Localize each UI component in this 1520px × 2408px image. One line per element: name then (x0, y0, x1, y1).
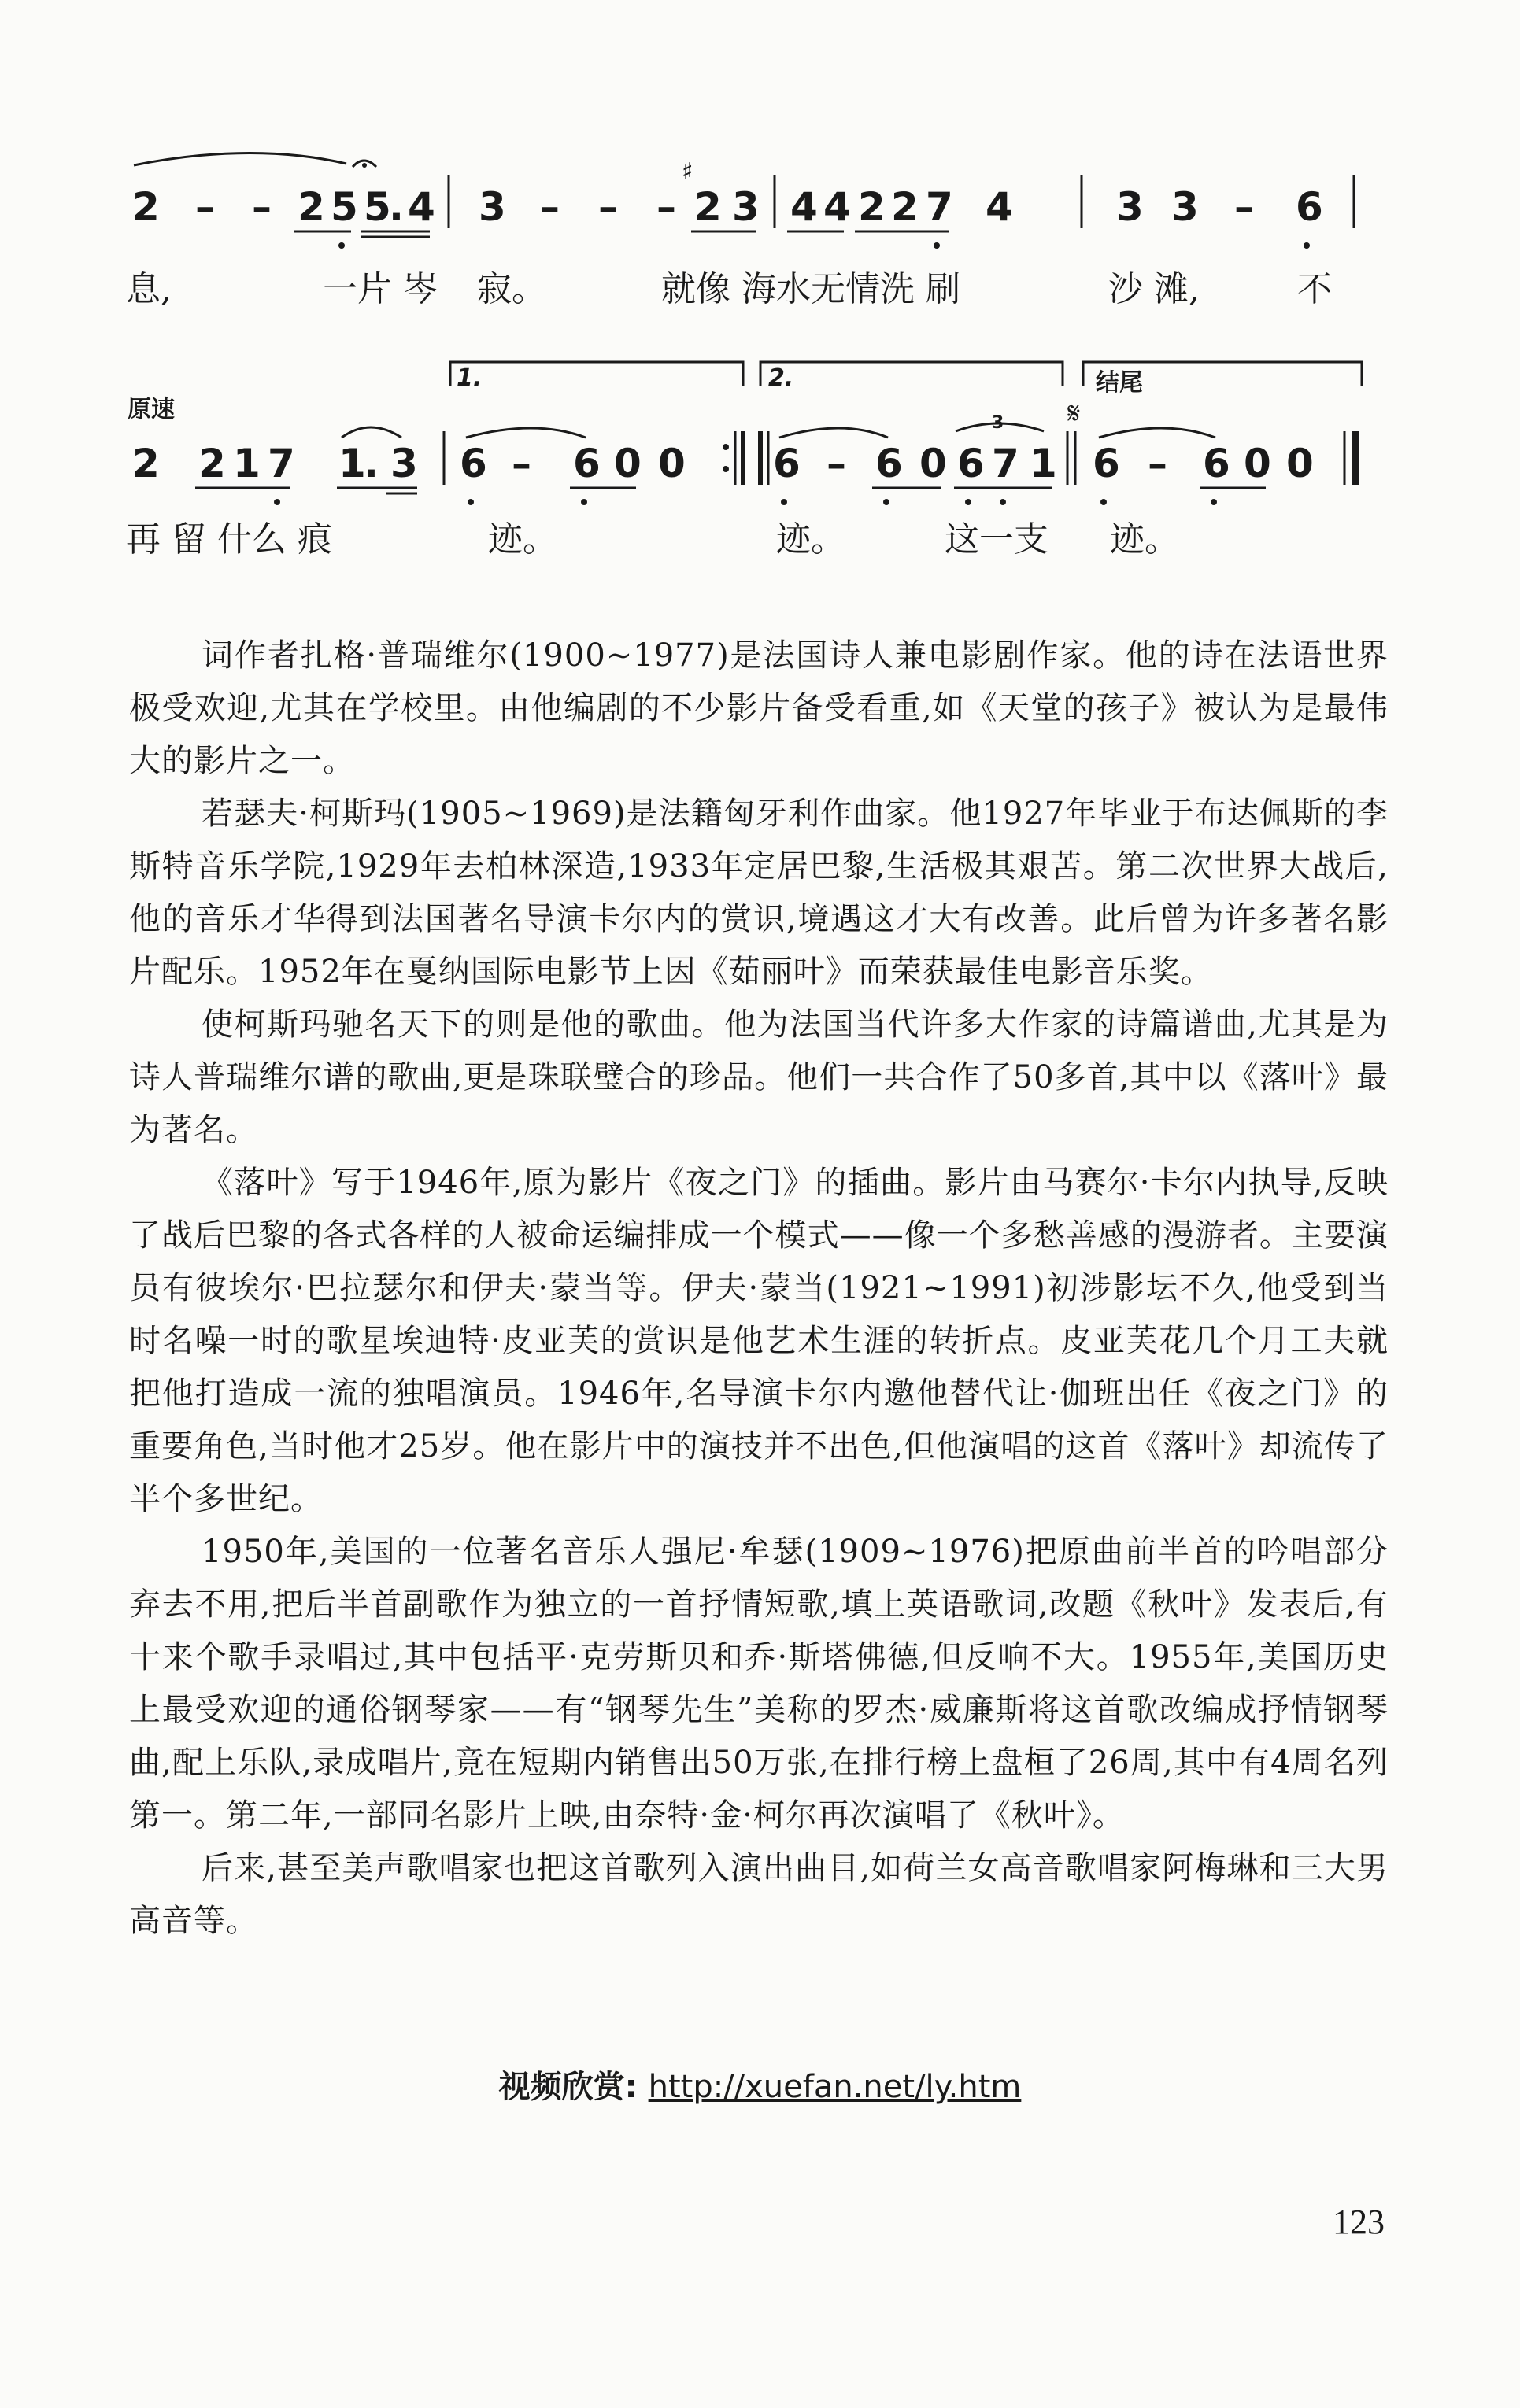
svg-text:3: 3 (992, 413, 1004, 433)
score-note: 6 (773, 441, 801, 486)
score-note: – (252, 184, 272, 230)
row2-lyrics (126, 519, 1179, 560)
lyric-syllable: 迹。 (1110, 519, 1179, 560)
paragraph: 1950年,美国的一位著名音乐人强尼·牟瑟(1909~1976)把原曲前半首的吟唱部分弃去不用,把后半首副歌作为独立的一首抒情短歌,填上英语歌词,改题《秋叶》发表后,有十来个歌手录唱过,其中包括平·克劳斯贝和乔·斯塔佛德,但反响不大。1955年,美国历史上最受欢迎的通俗钢琴家——有“钢琴先生”美称的罗杰·威廉斯将这首歌改编成抒情钢琴曲,配上乐队,录成唱片,竟在短期内销售出50万张,在排行榜上盘桓了26周,其中有4周名列第一。第二年,一部同名影片上映,由奈特·金·柯尔再次演唱了《秋叶》。 (129, 1534, 1389, 1834)
score-note: 2 (694, 184, 722, 230)
paragraph: 使柯斯玛驰名天下的则是他的歌曲。他为法国当代许多大作家的诗篇谱曲,尤其是为诗人普瑞维尔谱的歌曲,更是珠联璧合的珍品。他们一共合作了50多首,其中以《落叶》最为著名。 (129, 1006, 1389, 1148)
coda-label: 结尾 (1096, 369, 1143, 397)
score-note: 0 (1286, 441, 1314, 486)
score-note: – (1148, 441, 1167, 486)
score-note: 0 (919, 441, 947, 486)
score-note: 6 (1203, 441, 1230, 486)
paragraph: 若瑟夫·柯斯玛(1905~1969)是法籍匈牙利作曲家。他1927年毕业于布达佩斯的李斯特音乐学院,1929年去柏林深造,1933年定居巴黎,生活极其艰苦。第二次世界大战后,他的音乐才华得到法国著名导演卡尔内的赏识,境遇这才大有改善。此后曾为许多著名影片配乐。1952年在戛纳国际电影节上因《茹丽叶》而荣获最佳电影音乐奖。 (129, 796, 1389, 990)
score-note: 6 (1296, 184, 1323, 230)
score-note: 0 (1244, 441, 1271, 486)
lyric-syllable: 这一支 (945, 519, 1048, 560)
score-note: – (827, 441, 846, 486)
segno-sign: 𝄋 (1067, 396, 1081, 430)
score-note: 2 (132, 184, 160, 230)
video-link[interactable]: http://xuefan.net/ly.htm (648, 2069, 1022, 2105)
score-note: 5 (364, 184, 391, 230)
score-note: – (540, 184, 560, 230)
lyric-syllable: 息, (126, 269, 172, 309)
article-body (129, 630, 1389, 1948)
volta-1-label: 1. (457, 364, 483, 392)
video-label: 视频欣赏: (498, 2069, 638, 2105)
lyric-syllable: 就像 海水无情洗 刷 (661, 269, 960, 309)
score-row-1 (126, 153, 1354, 309)
score-note: 4 (408, 184, 435, 230)
score-note: 3 (479, 184, 506, 230)
score-note: – (1234, 184, 1254, 230)
score-note: 0 (658, 441, 686, 486)
tempo-mark: 原速 (128, 396, 175, 423)
score-note: 1 (338, 441, 366, 486)
score-note: – (598, 184, 618, 230)
score-note: 1 (1030, 441, 1057, 486)
lyric-syllable: 沙 滩, (1108, 269, 1200, 309)
score-note: 3 (390, 441, 418, 486)
score-note: 2 (891, 184, 919, 230)
lyric-syllable: 迹。 (776, 519, 845, 560)
score-note: 6 (875, 441, 903, 486)
score-note: 4 (986, 184, 1013, 230)
score-note: 3 (732, 184, 760, 230)
score-note: . (389, 184, 404, 230)
score-note: 6 (460, 441, 487, 486)
lyric-syllable: 寂。 (477, 269, 546, 309)
page-number: 123 (1333, 2203, 1385, 2241)
lyric-syllable: 一片 岑 (323, 269, 438, 309)
score-note: 4 (823, 184, 851, 230)
score-note: 7 (992, 441, 1019, 486)
score-note: 7 (268, 441, 295, 486)
volta-2-label: 2. (768, 364, 794, 392)
score-note: 2 (858, 184, 886, 230)
score-note: 6 (957, 441, 985, 486)
score-row-2 (126, 362, 1362, 560)
score-note: – (656, 184, 676, 230)
score-note: 5 (331, 184, 358, 230)
lyric-syllable: 不 (1297, 269, 1332, 309)
lyric-syllable: 再 留 什么 痕 (126, 519, 332, 560)
row1-lyrics (126, 269, 1332, 309)
score-note: 6 (573, 441, 601, 486)
sharp-sign: ♯ (682, 158, 693, 186)
music-score (0, 0, 1520, 598)
row1-notes (132, 184, 1323, 230)
score-note: 7 (926, 184, 953, 230)
score-note: 1 (233, 441, 261, 486)
paragraph: 词作者扎格·普瑞维尔(1900~1977)是法国诗人兼电影剧作家。他的诗在法语世界极受欢迎,尤其在学校里。由他编剧的不少影片备受看重,如《天堂的孩子》被认为是最伟大的影片之一。 (129, 637, 1389, 779)
score-note: 2 (198, 441, 226, 486)
score-note: 2 (298, 184, 325, 230)
lyric-syllable: 迹。 (488, 519, 557, 560)
score-note: – (512, 441, 531, 486)
score-note: 2 (132, 441, 160, 486)
score-note: 0 (614, 441, 642, 486)
video-reference (0, 2062, 1520, 2107)
score-note: – (195, 184, 215, 230)
slur (134, 153, 346, 165)
paragraph: 后来,甚至美声歌唱家也把这首歌列入演出曲目,如荷兰女高音歌唱家阿梅琳和三大男高音等。 (129, 1850, 1389, 1939)
score-note: 6 (1093, 441, 1120, 486)
score-note: 3 (1116, 184, 1144, 230)
score-note: 3 (1171, 184, 1199, 230)
paragraph: 《落叶》写于1946年,原为影片《夜之门》的插曲。影片由马赛尔·卡尔内执导,反映了战后巴黎的各式各样的人被命运编排成一个模式——像一个多愁善感的漫游者。主要演员有彼埃尔·巴拉瑟尔和伊夫·蒙当等。伊夫·蒙当(1921~1991)初涉影坛不久,他受到当时名噪一时的歌星埃迪特·皮亚芙的赏识是他艺术生涯的转折点。皮亚芙花几个月工夫就把他打造成一流的独唱演员。1946年,名导演卡尔内邀他替代让·伽班出任《夜之门》的重要角色,当时他才25岁。他在影片中的演技并不出色,但他演唱的这首《落叶》却流传了半个多世纪。 (129, 1165, 1389, 1517)
score-note: 4 (790, 184, 818, 230)
score-note: . (364, 441, 379, 486)
